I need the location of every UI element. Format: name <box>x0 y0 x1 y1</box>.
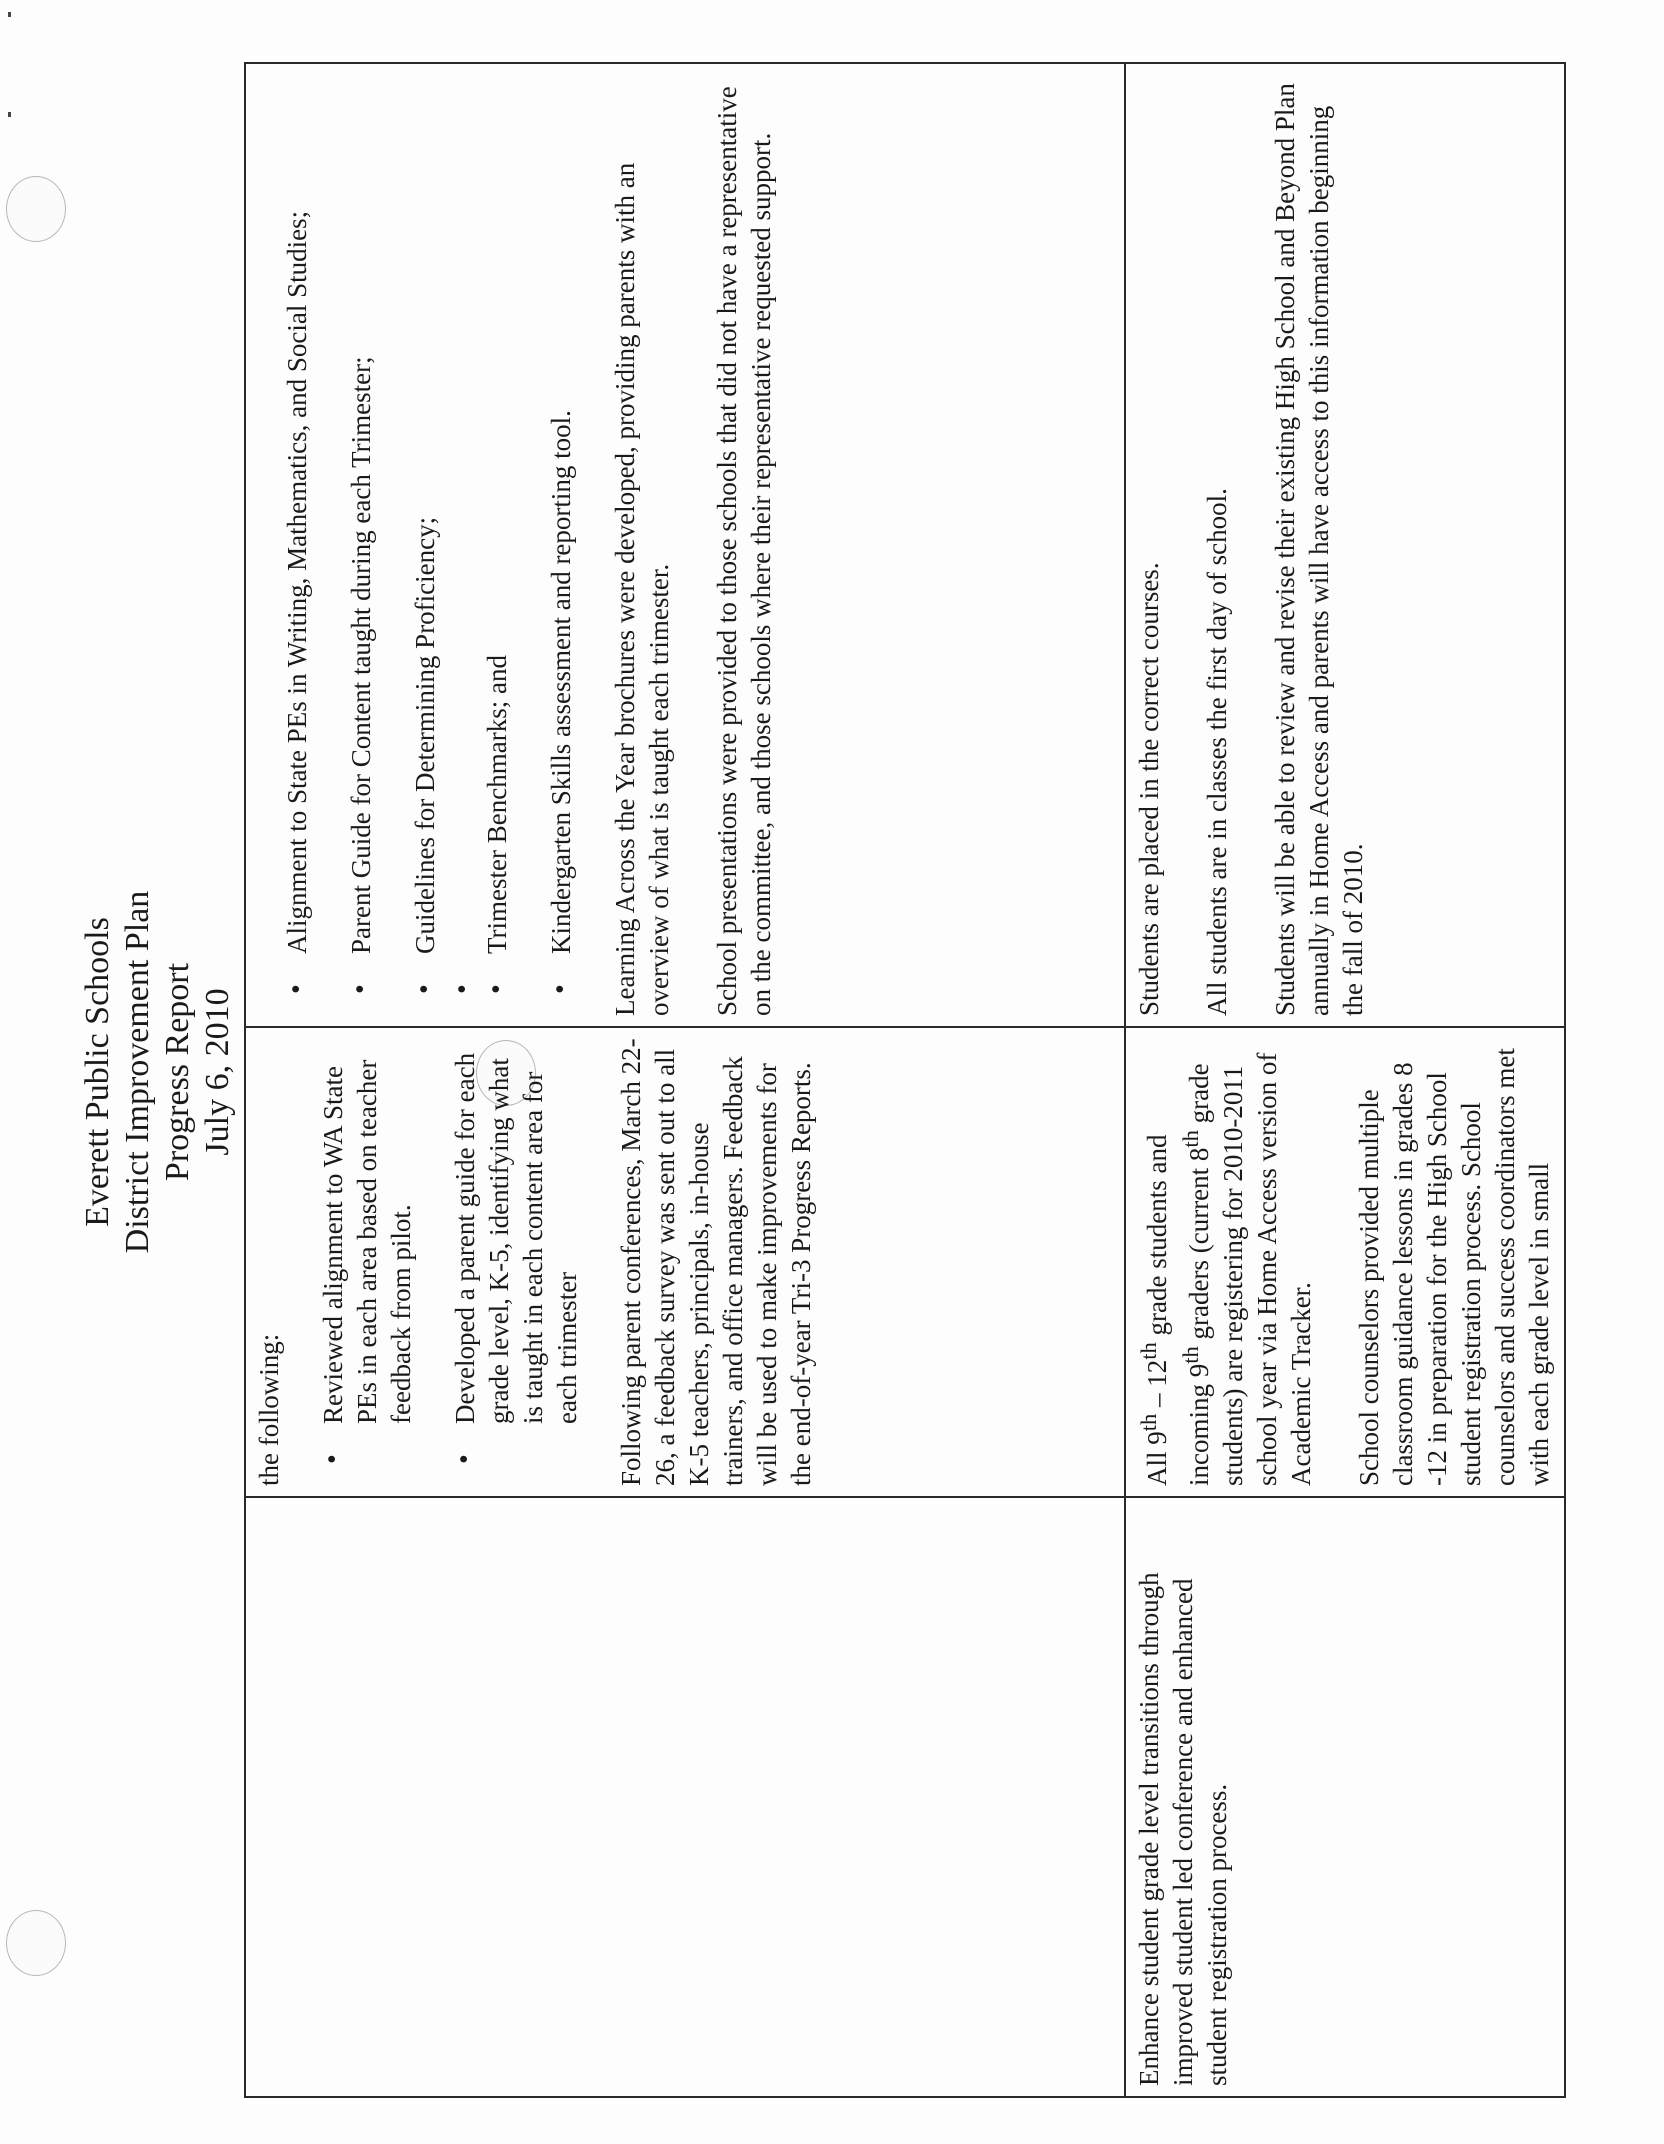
result-bullet: • Kindergarten Skills assessment and reporting tool. <box>544 74 578 954</box>
header-date: July 6, 2010 <box>199 988 236 1156</box>
result-paragraph: Students will be able to review and revise their existing High School and Beyond Plan annually in Home Access and parents will have access to this information beginning the fall of 2010. <box>1270 83 1368 1016</box>
ordinal-suffix: th <box>1178 1130 1203 1148</box>
action-paragraph: Following parent conferences, March 22-26, a feedback survey was sent out to all K-5 teachers, principals, in-house trainers, and office managers. Feedback will be used to make improvements for the end-of-year Tri-3 Progress Reports. <box>616 1038 816 1486</box>
action-text: All 9 <box>1142 1431 1172 1486</box>
result-cell <box>1125 63 1565 1027</box>
result-paragraph: School presentations were provided to those schools that did not have a representative on the committee, and those schools where their representative requested support. <box>712 86 776 1016</box>
header-report: Progress Report <box>159 962 196 1182</box>
result-cell <box>245 63 1125 1027</box>
report-header <box>78 0 238 2144</box>
action-bullet: • Developed a parent guide for each grade level, K-5, identifying what is taught in each content area for each trimester <box>448 1038 584 1424</box>
action-paragraph: School counselors provided multiple classroom guidance lessons in grades 8 -12 in preparation for the High School student registration process. School counselors and success coordinators met with each grade level in small <box>1354 1048 1554 1486</box>
action-paragraph <box>1132 1038 1318 1486</box>
action-intro: the following: <box>254 1333 284 1486</box>
result-paragraph: Students are placed in the correct courses. <box>1134 562 1164 1016</box>
result-bullet: • Guidelines for Determining Proficiency; <box>408 74 442 954</box>
goal-text: Enhance student grade level transitions through improved student led conference and enhanced student registration process. <box>1134 1572 1232 2086</box>
action-text: grade students) are registering for 2010-2011 school year via Home Access version of Academic Tracker. <box>1184 1052 1316 1486</box>
result-paragraph: Learning Across the Year brochures were developed, providing parents with an overview of what is taught each trimester. <box>610 162 674 1016</box>
ordinal-suffix: th <box>1136 1342 1161 1360</box>
header-district: Everett Public Schools <box>79 917 116 1227</box>
table-row <box>1125 63 1565 2097</box>
result-bullet-empty <box>446 74 480 954</box>
result-bullet: • Parent Guide for Content taught during each Trimester; <box>344 74 378 954</box>
result-bullet: • Alignment to State PEs in Writing, Mathematics, and Social Studies; <box>280 74 314 954</box>
action-text: graders (current 8 <box>1184 1147 1214 1347</box>
result-bullet-list <box>280 74 578 1016</box>
table-row <box>245 63 1125 2097</box>
goal-cell <box>245 1497 1125 2097</box>
ordinal-suffix: th <box>1136 1413 1161 1432</box>
action-text: – 12 <box>1142 1359 1172 1414</box>
action-bullet-list <box>316 1038 584 1486</box>
result-paragraph: All students are in classes the first day of school. <box>1202 488 1232 1016</box>
ordinal-suffix: th <box>1178 1346 1203 1364</box>
action-cell <box>245 1027 1125 1497</box>
action-text: grade students and incoming 9 <box>1142 1134 1214 1486</box>
header-plan: District Improvement Plan <box>119 890 156 1254</box>
action-bullet: • Reviewed alignment to WA State PEs in each area based on teacher feedback from pilot. <box>316 1038 418 1424</box>
progress-table <box>244 62 1566 2098</box>
action-cell <box>1125 1027 1565 1497</box>
goal-cell <box>1125 1497 1565 2097</box>
result-bullet: • Trimester Benchmarks; and <box>480 74 514 954</box>
